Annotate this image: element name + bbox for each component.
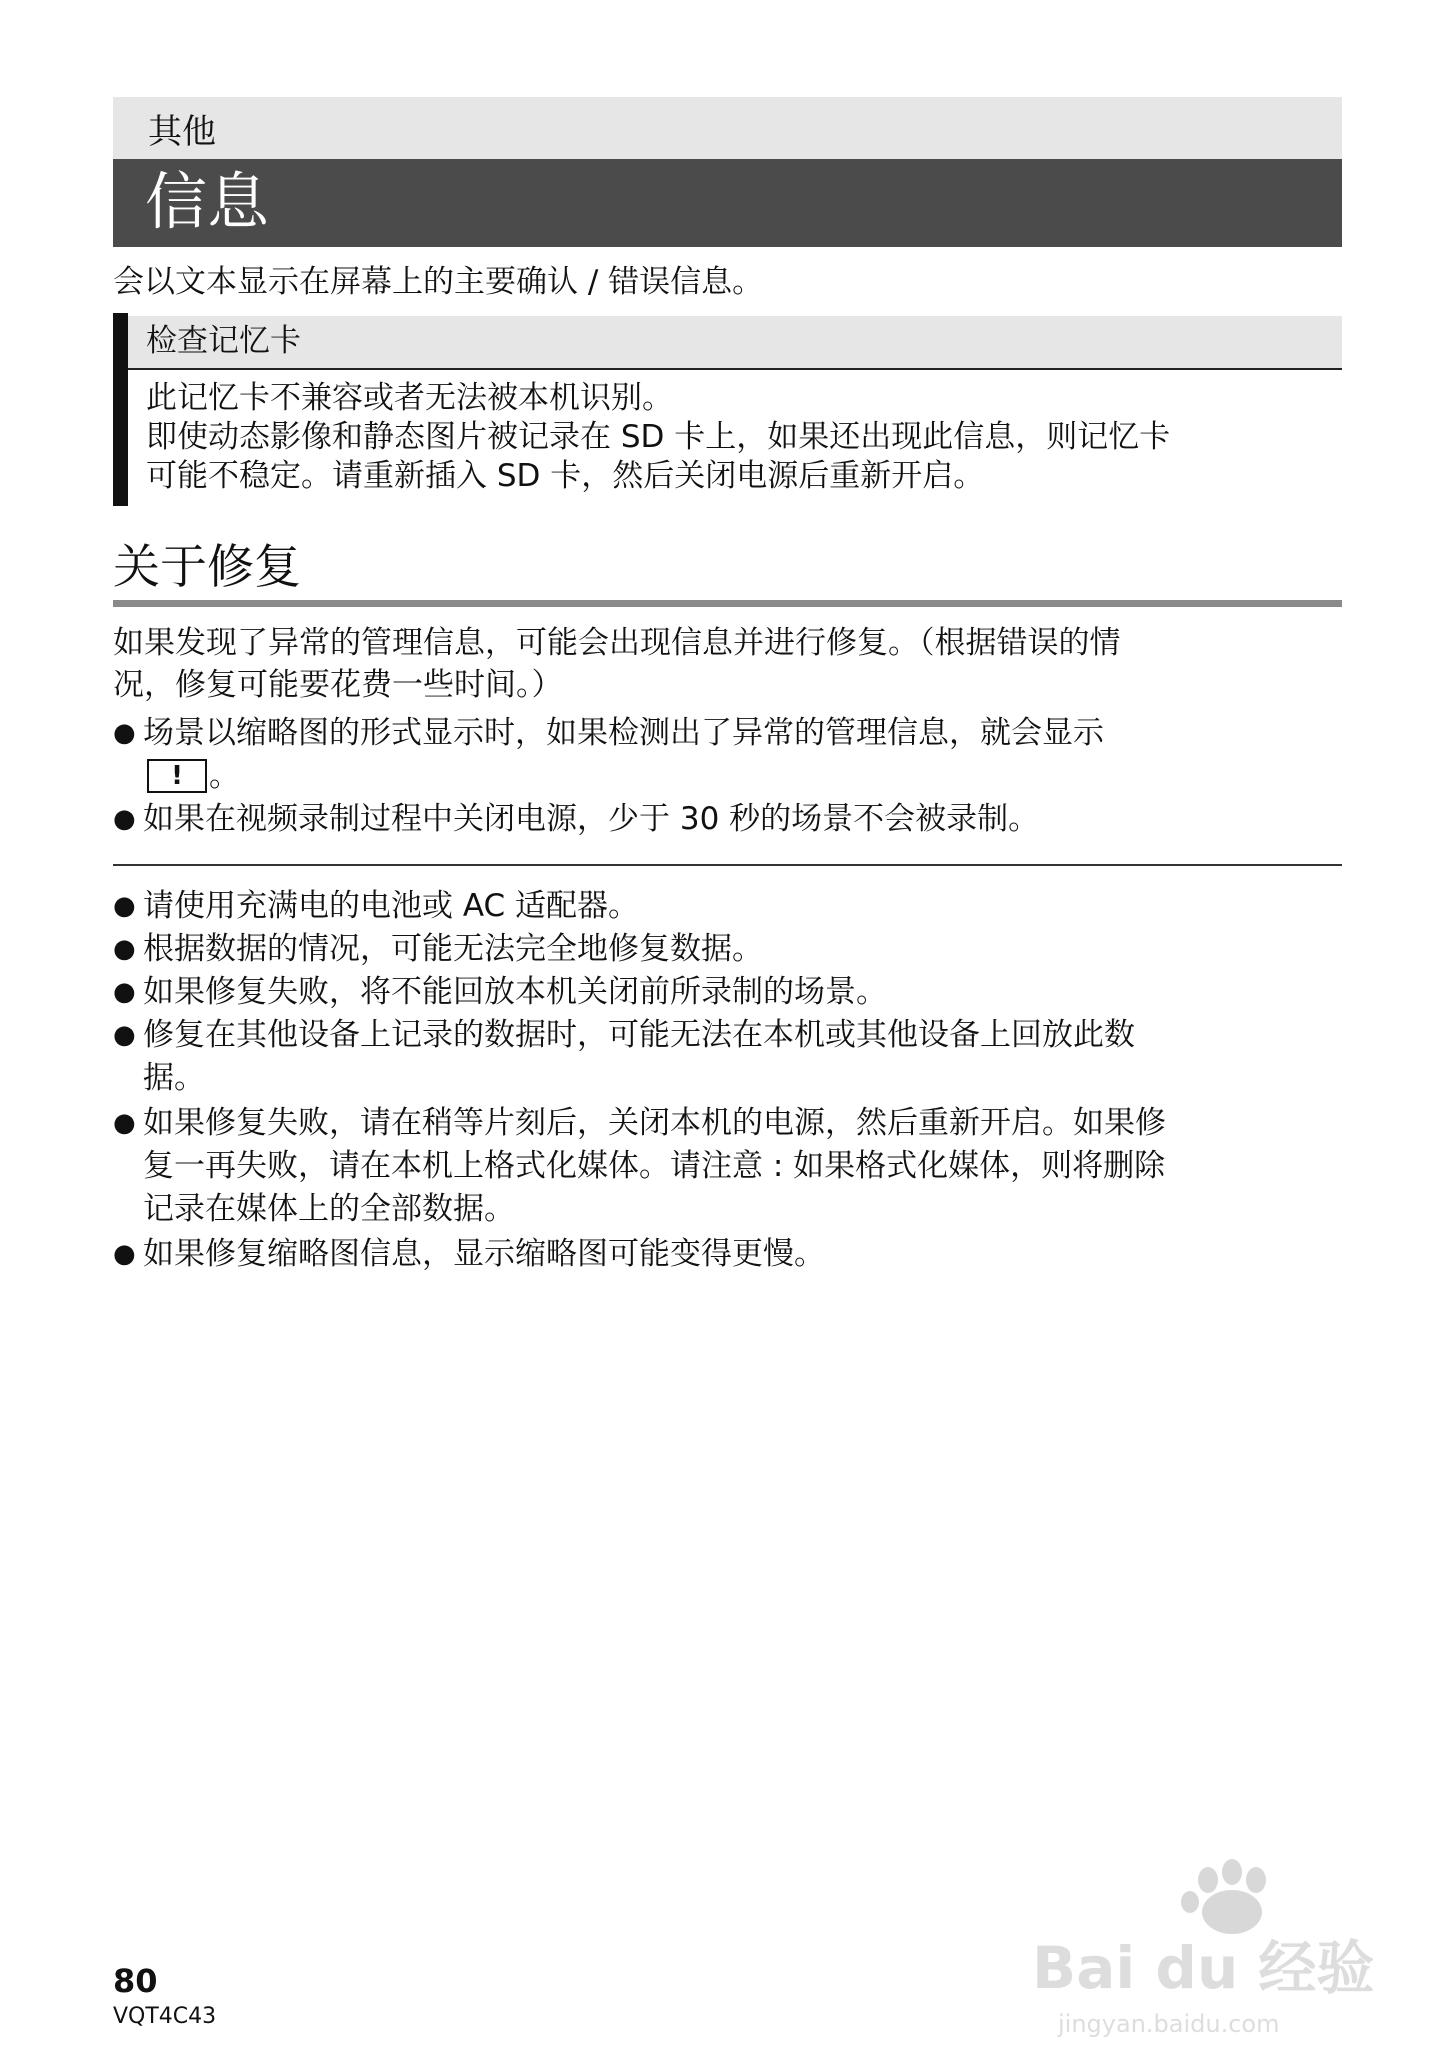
bullet-icon: ● xyxy=(113,804,136,834)
message-line: 即使动态影像和静态图片被记录在 SD 卡上，如果还出现此信息，则记忆卡 xyxy=(146,419,1171,455)
bullet-icon: ● xyxy=(113,1020,136,1050)
bullet-text: 如果在视频录制过程中关闭电源，少于 30 秒的场景不会被录制。 xyxy=(143,801,1040,837)
watermark-brand: Bai du 经验 xyxy=(1032,1934,1375,2002)
message-line: 可能不稳定。请重新插入 SD 卡，然后关闭电源后重新开启。 xyxy=(146,458,985,494)
bullet-icon: ● xyxy=(113,718,136,748)
document-code: VQT4C43 xyxy=(113,2004,217,2029)
title-bar xyxy=(113,159,1342,247)
intro-text: 会以文本显示在屏幕上的主要确认 / 错误信息。 xyxy=(113,264,764,300)
divider xyxy=(113,864,1342,866)
bullet-icon: ● xyxy=(113,891,136,921)
bullet-text: 场景以缩略图的形式显示时，如果检测出了异常的管理信息，就会显示 xyxy=(143,715,1104,751)
bullet-text: 请使用充满电的电池或 AC 适配器。 xyxy=(143,888,640,924)
watermark-url: jingyan.baidu.com xyxy=(1058,2010,1280,2038)
heading-rule xyxy=(113,600,1342,607)
bullet-icon: ● xyxy=(113,1239,136,1269)
bullet-text: 复一再失败，请在本机上格式化媒体。请注意 : 如果格式化媒体，则将删除 xyxy=(143,1148,1166,1184)
message-heading-background xyxy=(128,316,1342,370)
bullet-text: 如果修复失败，请在稍等片刻后，关闭本机的电源，然后重新开启。如果修 xyxy=(143,1105,1166,1141)
repair-intro-line: 如果发现了异常的管理信息，可能会出现信息并进行修复。（根据错误的情 xyxy=(113,625,1121,661)
page-title: 信息 xyxy=(145,165,270,238)
warning-icon: ! xyxy=(147,759,207,793)
baidu-watermark xyxy=(1020,1850,1380,2050)
bullet-text: 据。 xyxy=(143,1060,205,1096)
bullet-text: 记录在媒体上的全部数据。 xyxy=(143,1191,515,1227)
repair-intro-line: 况，修复可能要花费一些时间。） xyxy=(113,667,563,703)
bullet-text: 如果修复缩略图信息，显示缩略图可能变得更慢。 xyxy=(143,1236,825,1272)
warning-suffix: 。 xyxy=(209,758,240,794)
section-bar xyxy=(113,97,1342,159)
bullet-icon: ● xyxy=(113,977,136,1007)
section-heading: 关于修复 xyxy=(113,540,301,595)
bullet-text: 修复在其他设备上记录的数据时，可能无法在本机或其他设备上回放此数 xyxy=(143,1017,1135,1053)
message-line: 此记忆卡不兼容或者无法被本机识别。 xyxy=(146,380,673,416)
message-marker xyxy=(113,313,128,506)
bullet-icon: ● xyxy=(113,934,136,964)
message-heading: 检查记忆卡 xyxy=(146,323,301,359)
section-label: 其他 xyxy=(148,112,216,152)
bullet-text: 根据数据的情况，可能无法完全地修复数据。 xyxy=(143,931,763,967)
bullet-icon: ● xyxy=(113,1108,136,1138)
page-number: 80 xyxy=(113,1962,158,2000)
bullet-text: 如果修复失败，将不能回放本机关闭前所录制的场景。 xyxy=(143,974,887,1010)
